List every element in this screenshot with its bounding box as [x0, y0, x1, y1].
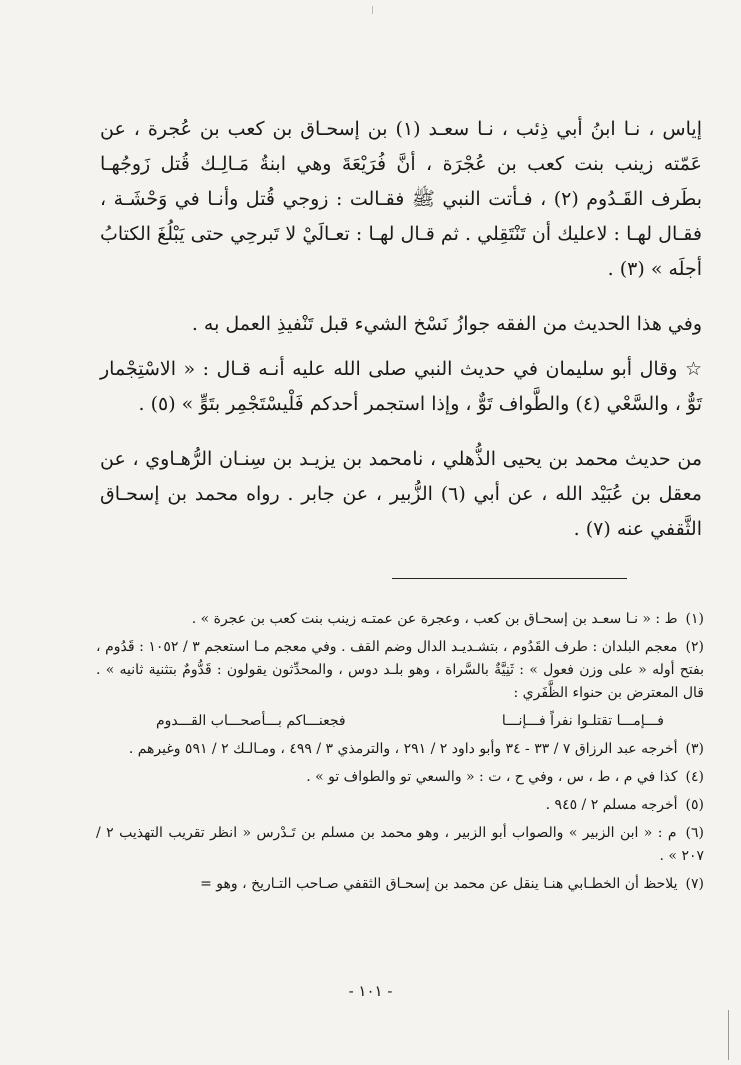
paragraph-isnad: من حديث محمد بن يحيى الذُّهلي ، نامحمد بن يزيـد بن سِنـان الرُّهـاوي ، عن معقل بن عُبَيْد الله ، عن أبي (٦) الزُّبير ، عن جابر . رواه محمد بن إسحـاق الثَّقفي عنه (٧) . [100, 448, 702, 540]
footnote-2: (٢) معجم البلدان : طرف القَدُوم ، بتشـديـد الدال وضم القف . وفي معجم مـا استعجم ٣ / ١٠٥٢ : قَدُوم ، بفتح أوله « على وزن فعول » : ثَنِيَّةٌ بالسَّراة ، وهو بلـد دوس ، والمحدِّثون يقولون : قَدُّومٌ بتثنية ثانيه » . قال المعترض بن حنواء الظَّفَري : [96, 639, 704, 701]
paragraph-fiqh: وفي هذا الحديث من الفقه جوازُ نَسْخ الشيء قبل تَنْفيذِ العمل به . [191, 313, 702, 335]
footnotes [96, 608, 704, 901]
verse-second-hemistich: فجعنـــاكم بـــأصحـــاب القـــدوم [156, 713, 346, 729]
paragraph-istijmar: ☆ وقال أبو سليمان في حديث النبي صلى الله عليه أنـه قـال : « الاسْتِجْمار تَوٌّ ، والسَّعْي (٤) والطَّواف تَوٌّ ، وإذا استجمر أحدكم فَلْيسْتَجْمِر بتَوٍّ » (٥) . [100, 358, 702, 415]
scan-mark [372, 6, 373, 14]
footnote-3: (٣) أخرجه عبد الرزاق ٧ / ٣٣ - ٣٤ وأبو داود ٢ / ٢٩١ ، والترمذي ٣ / ٤٩٩ ، ومـالـك ٢ / ٥٩١ وغيرهم . [128, 741, 704, 757]
verse-first-hemistich: فـــإمـــا تقتلـوا نفراً فـــإنـــا [501, 713, 664, 729]
footnote-1: (١) ط : « نـا سعـد بن إسحـاق بن كعب ، وعجرة عن عمتـه زينب بنت كعب بن عجرة » . [191, 611, 704, 627]
footnote-5: (٥) أخرجه مسلم ٢ / ٩٤٥ . [545, 797, 704, 813]
footnote-7: (٧) يلاحظ أن الخطـابي هنـا ينقل عن محمد بن إسحـاق الثقفي صـاحب التـاريخ ، وهو = [200, 876, 704, 892]
footnote-6: (٦) م : « ابن الزبير » والصواب أبو الزبير ، وهو محمد بن مسلم بن تَـدْرس « انظر تقريب التهذيب ٢ / ٢٠٧ » . [96, 825, 704, 864]
paragraph-hadith: إياس ، نـا ابنُ أبي ذِئب ، نـا سعـد (١) بن إسحـاق بن كعب بن عُجرة ، عن عَمّته زينب بنت كعب بن عُجْرَة ، أنَّ فُرَيْعَةَ وهي ابنةُ مَـالِـك قُتل زَوجُهـا بطَرف القَـدُوم (٢) ، فـأتت النبي ﷺ فقـالت : زوجي قُتل وأنـا في وَحْشَـة ، فقـال لهـا : لاعليك أن تَنْتَقِلي . ثم قـال لهـا : تعـالَيْ لا تَبرحِي حتى يَبْلُغَ الكتابُ أجلَه » (٣) . [100, 118, 703, 280]
scan-edge-line [728, 1010, 729, 1060]
page-number: - ١٠١ - [348, 982, 393, 1000]
main-text [100, 112, 702, 547]
footnote-4: (٤) كذا في م ، ط ، س ، وفي ح ، ت : « والسعي تو والطواف تو » . [306, 769, 704, 785]
poetry-verse [96, 710, 704, 733]
footnote-separator [392, 578, 627, 579]
